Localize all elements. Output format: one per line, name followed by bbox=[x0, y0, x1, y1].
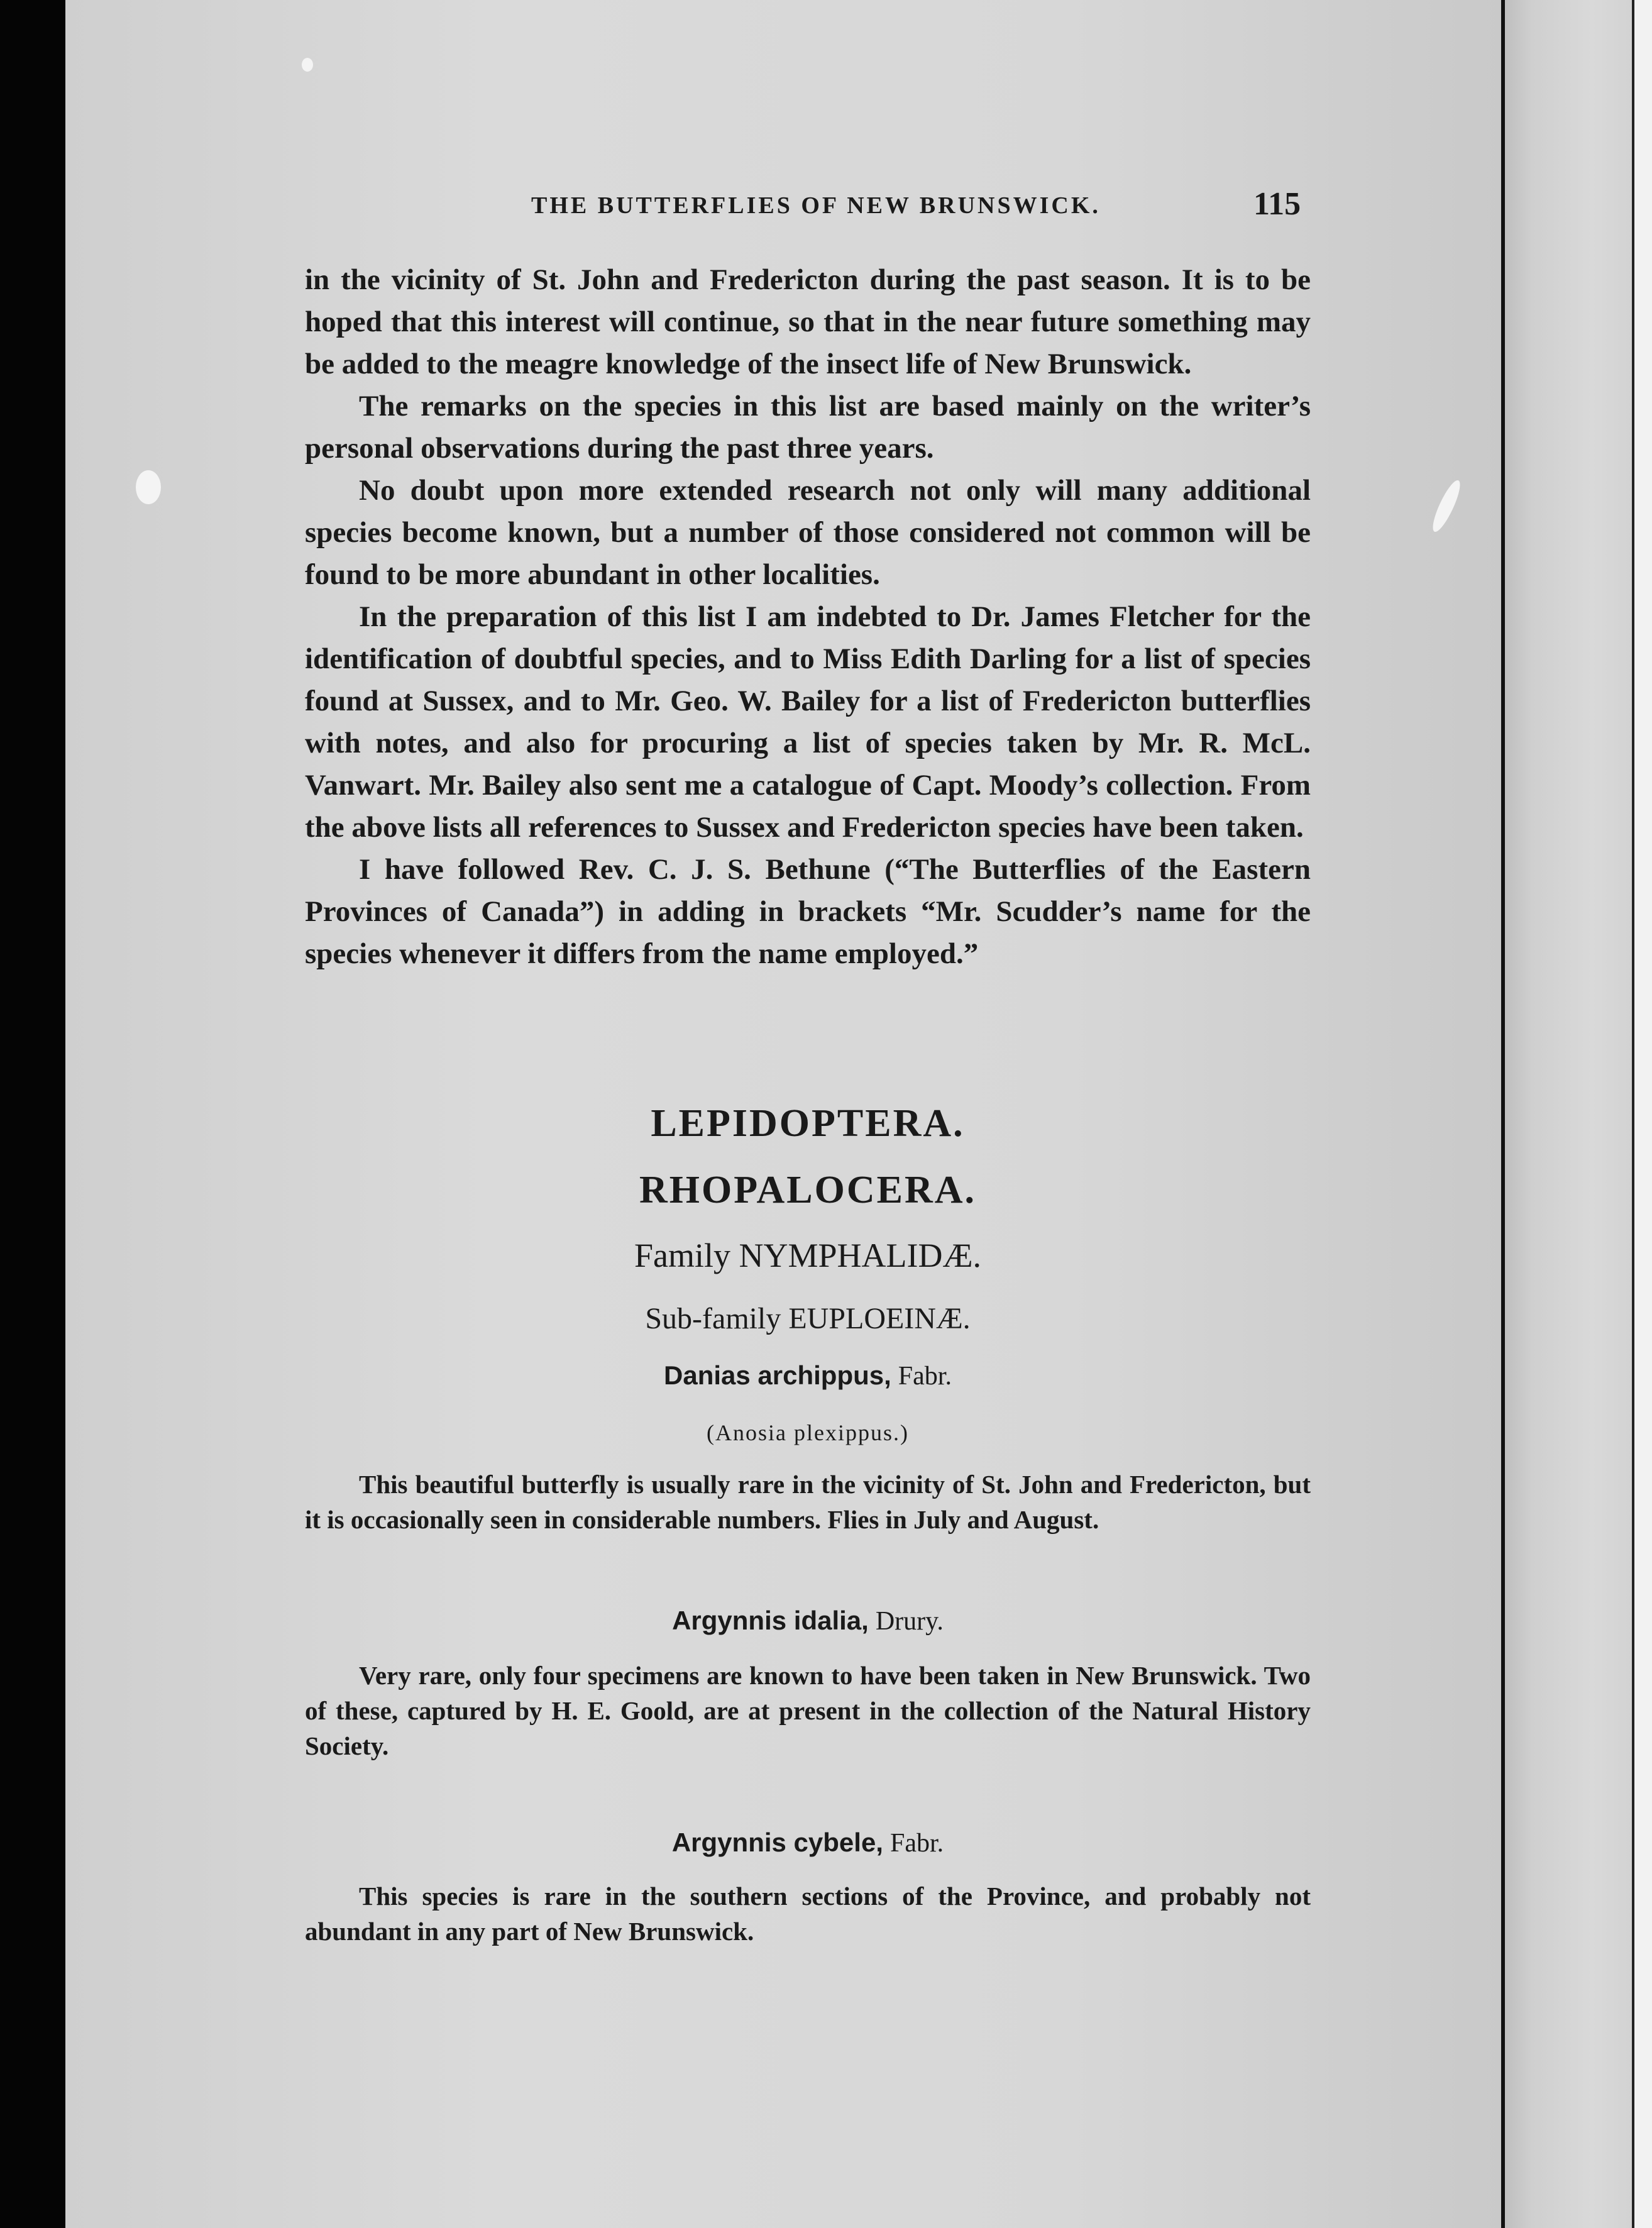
paragraph: I have followed Rev. C. J. S. Bethune (“The Butterflies of the Eastern Provinces of Canada”) in adding in brackets “Mr. Scudder’s name for the species whenever it differs from the name employed.” bbox=[305, 853, 1311, 970]
paragraph: In the preparation of this list I am indebted to Dr. James Fletcher for the identification of doubtful species, and to Miss Edith Darling for a list of species found at Sussex, and to Mr. Geo. W. Bailey for a list of Fredericton butterflies with notes, and also for procuring a list of species taken by Mr. R. McL. Vanwart. Mr. Bailey also sent me a catalogue of Capt. Moody’s collection. From the above lists all references to Sussex and Fredericton species have been taken. bbox=[305, 600, 1311, 844]
scan-speck bbox=[302, 58, 313, 72]
scan-left-border bbox=[0, 0, 65, 2228]
species-author: Drury. bbox=[875, 1607, 944, 1636]
scan-right-edge bbox=[1634, 0, 1652, 2228]
species-author: Fabr. bbox=[898, 1362, 952, 1391]
running-head: THE BUTTERFLIES OF NEW BRUNSWICK. bbox=[531, 192, 1101, 219]
family-heading: Family NYMPHALIDÆ. bbox=[634, 1237, 982, 1274]
species-synonym: (Anosia plexippus.) bbox=[707, 1420, 909, 1445]
species-heading bbox=[305, 1359, 1311, 1391]
species-heading bbox=[305, 1604, 1311, 1636]
suborder-heading: RHOPALOCERA. bbox=[639, 1169, 977, 1211]
paragraph: The remarks on the species in this list are based mainly on the writer’s personal observations during the past three years. bbox=[305, 390, 1311, 465]
page-number: 115 bbox=[1253, 186, 1301, 222]
order-heading: LEPIDOPTERA. bbox=[651, 1102, 965, 1145]
page-binding bbox=[1502, 0, 1652, 2228]
species-description: This beautiful butterfly is usually rare in the vicinity of St. John and Fredericton, but it is occasionally seen in considerable numbers. Flies in July and August. bbox=[305, 1470, 1311, 1534]
species-name: Argynnis cybele, bbox=[671, 1828, 883, 1857]
body-text bbox=[305, 259, 1311, 975]
paragraph: in the vicinity of St. John and Fredericton during the past season. It is to be hoped that this interest will continue, so that in the near future something may be added to the meagre knowledge of the insect life of New Brunswick. bbox=[305, 263, 1311, 380]
scan-speck bbox=[136, 470, 161, 504]
species-name: Danias archippus, bbox=[664, 1360, 891, 1390]
species-name: Argynnis idalia, bbox=[672, 1606, 869, 1635]
subfamily-heading: Sub-family EUPLOEINÆ. bbox=[645, 1302, 971, 1335]
binding-edge-line bbox=[1501, 0, 1505, 2228]
species-description: This species is rare in the southern sections of the Province, and probably not abundant in any part of New Brunswick. bbox=[305, 1882, 1311, 1946]
species-description: Very rare, only four specimens are known to have been taken in New Brunswick. Two of these, captured by H. E. Goold, are at present in the collection of the Natural History Society. bbox=[305, 1661, 1311, 1760]
paragraph: No doubt upon more extended research not only will many additional species become known, but a number of those considered not common will be found to be more abundant in other localities. bbox=[305, 474, 1311, 591]
species-heading bbox=[305, 1826, 1311, 1858]
species-author: Fabr. bbox=[889, 1829, 944, 1858]
